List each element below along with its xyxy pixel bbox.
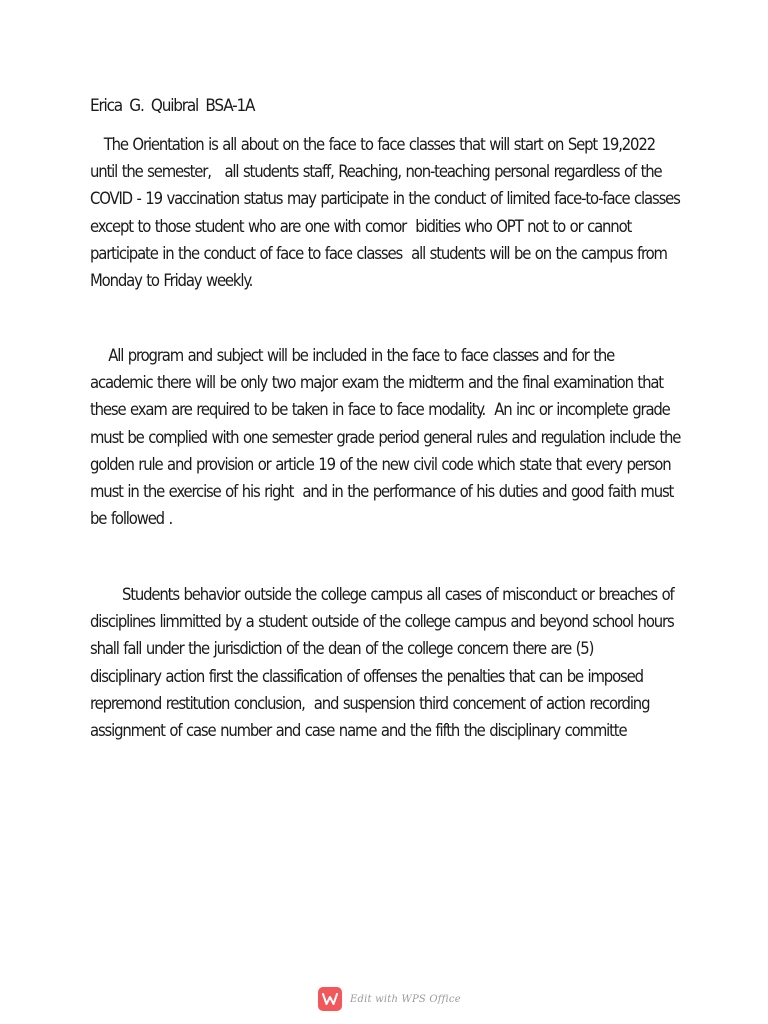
wps-watermark[interactable] (318, 986, 461, 1012)
paragraph-line: Students behavior outside the college campus all cases of misconduct or breaches of (90, 585, 674, 604)
paragraph-line: Monday to Friday weekly. (90, 271, 253, 291)
paragraph-line: assignment of case number and case name and the fifth the disciplinary committe (90, 721, 627, 741)
paragraph-line: golden rule and provision or article 19 of the new civil code which state that every person (90, 454, 671, 474)
paragraph-line: be followed . (90, 509, 173, 529)
paragraph-line: must be complied with one semester grade period general rules and regulation include the (90, 427, 681, 447)
paragraph-line: academic there will be only two major exam the midterm and the final examination that (90, 373, 663, 393)
author-line: Erica G. Quibral BSA-1A (90, 96, 255, 116)
paragraph-line: disciplines limmitted by a student outside of the college campus and beyond school hours (90, 612, 674, 632)
paragraph-line: repremond restitution conclusion, and suspension third concement of action recording (90, 693, 650, 713)
paragraph-line: shall fall under the jurisdiction of the dean of the college concern there are (5) (90, 639, 594, 659)
paragraph-orientation (90, 131, 690, 294)
paragraph-line: until the semester, all students staff, Reaching, non-teaching personal regardless of the (90, 162, 662, 182)
paragraph-line: except to those student who are one with comor bidities who OPT not to or cannot (90, 216, 632, 236)
paragraph-line: All program and subject will be included in the face to face classes and for the (90, 346, 615, 365)
paragraph-line: The Orientation is all about on the face to face classes that will start on Sept 19,2022 (90, 135, 655, 154)
paragraph-line: COVID - 19 vaccination status may participate in the conduct of limited face-to-face classes (90, 189, 680, 209)
wps-office-logo-icon (318, 987, 342, 1011)
paragraph-programs (90, 342, 690, 532)
paragraph-line: must in the exercise of his right and in the performance of his duties and good faith must (90, 482, 674, 502)
paragraph-line: participate in the conduct of face to face classes all students will be on the campus from (90, 243, 667, 263)
paragraph-behavior (90, 581, 690, 744)
paragraph-line: disciplinary action first the classification of offenses the penalties that can be imposed (90, 666, 643, 686)
paragraph-line: these exam are required to be taken in face to face modality. An inc or incomplete grade (90, 400, 670, 420)
wps-watermark-text: Edit with WPS Office (350, 993, 461, 1005)
